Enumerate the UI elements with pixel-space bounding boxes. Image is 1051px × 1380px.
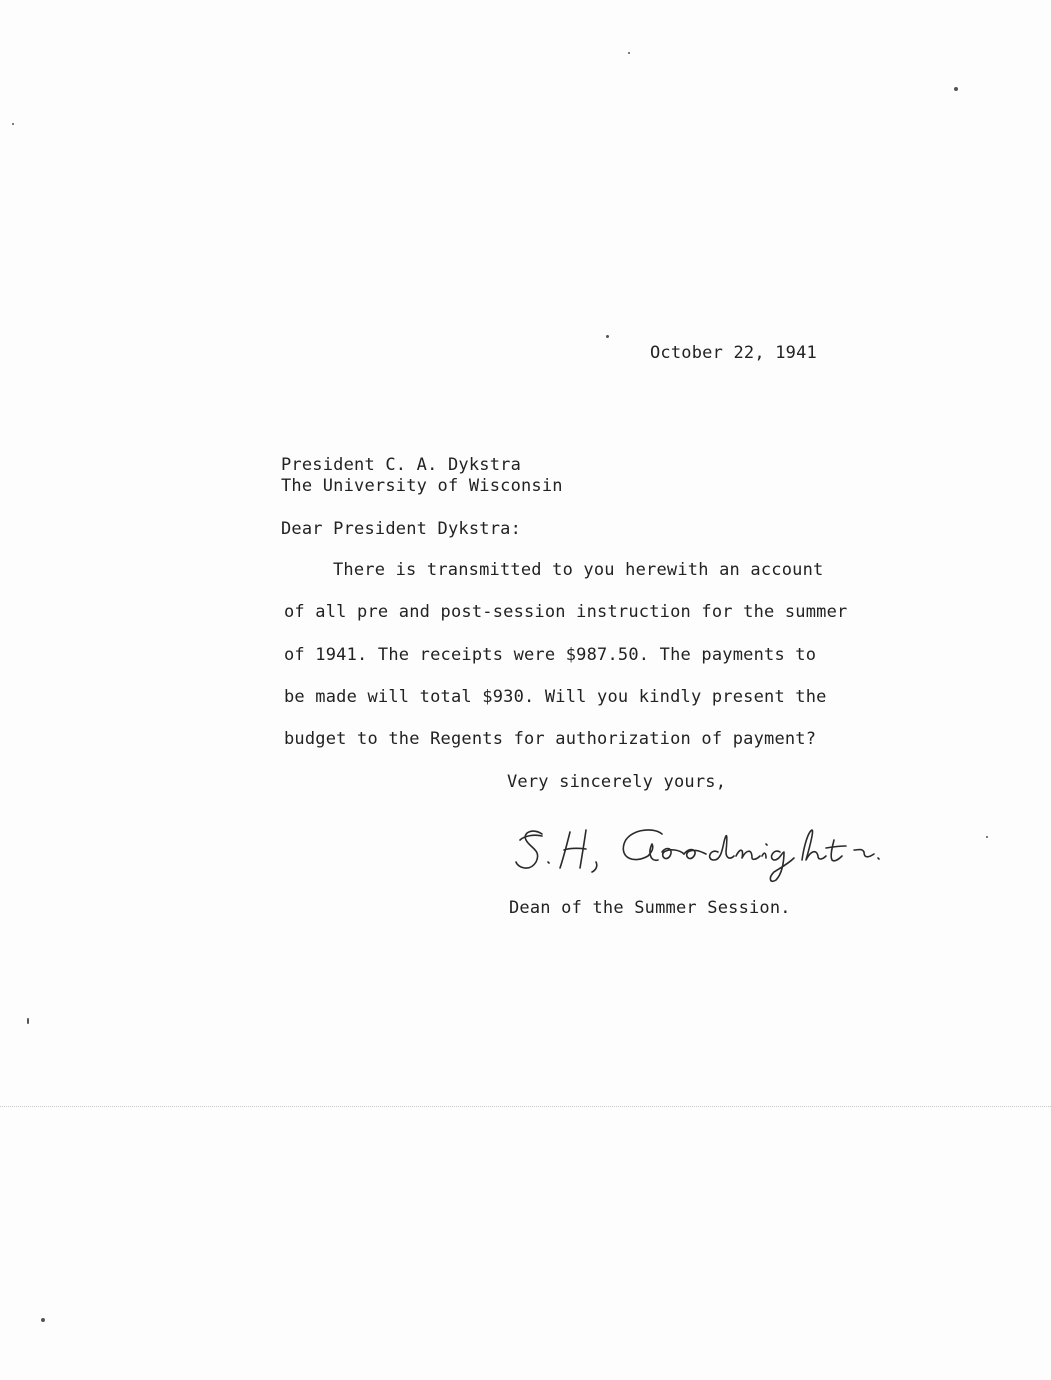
body-line-5: budget to the Regents for authorization of payment?	[284, 729, 817, 749]
body-line-2: of all pre and post-session instruction for the summer	[284, 602, 848, 622]
ink-speck	[628, 52, 630, 54]
letter-date: October 22, 1941	[650, 343, 817, 363]
ink-speck	[12, 123, 14, 125]
ink-speck	[954, 87, 958, 91]
fold-line	[0, 1106, 1051, 1107]
ink-speck	[986, 836, 988, 838]
signer-title: Dean of the Summer Session.	[509, 898, 791, 918]
salutation: Dear President Dykstra:	[281, 519, 522, 539]
body-line-3: of 1941. The receipts were $987.50. The payments to	[284, 645, 817, 665]
recipient-organization: The University of Wisconsin	[281, 476, 563, 496]
body-line-1: There is transmitted to you herewith an account	[333, 560, 824, 580]
body-line-4: be made will total $930. Will you kindly present the	[284, 687, 827, 707]
ink-speck	[606, 335, 609, 338]
ink-speck	[41, 1318, 45, 1322]
ink-speck	[27, 1018, 29, 1024]
closing: Very sincerely yours,	[507, 772, 727, 792]
handwritten-signature	[512, 822, 892, 884]
recipient-name: President C. A. Dykstra	[281, 455, 522, 475]
